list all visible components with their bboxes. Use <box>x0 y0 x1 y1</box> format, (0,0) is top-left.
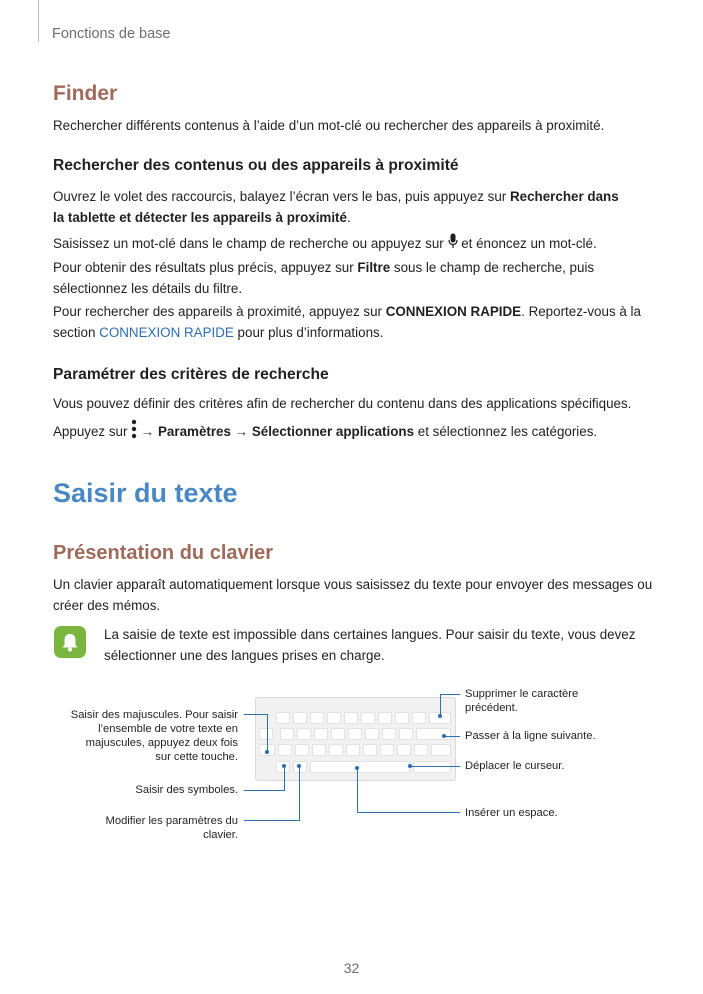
section-search-title: Rechercher des contenus ou des appareils à proximité <box>53 157 459 174</box>
callout-delete: Supprimer le caractère précédent. <box>465 688 579 714</box>
header-rule <box>38 0 39 42</box>
callout-settings: Modifier les paramètres du clavier. <box>105 815 238 841</box>
search-paragraph-1: Ouvrez le volet des raccourcis, balayez l’écran vers le bas, puis appuyez sur Rechercher dans la tablette et détecter les appareils à proximité. <box>53 189 619 225</box>
criteria-paragraph-1: Vous pouvez définir des critères afin de rechercher du contenu dans des applications spécifiques. <box>53 396 632 411</box>
callout-caps: Saisir des majuscules. Pour saisir l’ensemble de votre texte en majuscules, appuyez deux fois sur cette touche. <box>70 709 238 763</box>
microphone-icon <box>448 233 458 256</box>
finder-title: Finder <box>53 82 118 105</box>
cursor-keys <box>413 761 451 773</box>
search-paragraph-3: Pour obtenir des résultats plus précis, appuyez sur Filtre sous le champ de recherche, puis sélectionnez les détails du filtre. <box>53 260 595 296</box>
section-criteria-title: Paramétrer des critères de recherche <box>53 366 329 383</box>
note-text: La saisie de texte est impossible dans certaines langues. Pour saisir du texte, vous devez sélectionner une des langues prises en charge. <box>104 627 636 663</box>
search-paragraph-2: Saisissez un mot-clé dans le champ de recherche ou appuyez sur et énoncez un mot-clé. <box>53 233 653 256</box>
criteria-paragraph-2: Appuyez sur → Paramètres → Sélectionner applications et sélectionnez les catégories. <box>53 419 653 446</box>
keyboard-intro: Un clavier apparaît automatiquement lorsque vous saisissez du texte pour envoyer des messages ou créer des mémos. <box>53 577 653 613</box>
note-icon <box>54 626 86 658</box>
callout-cursor: Déplacer le curseur. <box>465 760 565 772</box>
page-number: 32 <box>343 960 360 976</box>
section-header: Fonctions de base <box>52 26 171 42</box>
connexion-rapide-link[interactable]: CONNEXION RAPIDE <box>99 324 234 340</box>
search-paragraph-4: Pour rechercher des appareils à proximité, appuyez sur CONNEXION RAPIDE. Reportez-vous à la section CONNEXION RAPIDE pour plus d’informations. <box>53 304 641 340</box>
space-key <box>310 761 410 773</box>
callout-symbols: Saisir des symboles. <box>135 784 238 796</box>
callout-newline: Passer à la ligne suivante. <box>465 730 596 742</box>
enter-key <box>416 728 451 740</box>
finder-intro: Rechercher différents contenus à l’aide d’un mot-clé ou rechercher des appareils à proximité. <box>53 118 605 133</box>
keyboard-overview-title: Présentation du clavier <box>53 542 274 564</box>
chapter-title: Saisir du texte <box>53 478 238 508</box>
callout-space: Insérer un espace. <box>465 807 558 819</box>
